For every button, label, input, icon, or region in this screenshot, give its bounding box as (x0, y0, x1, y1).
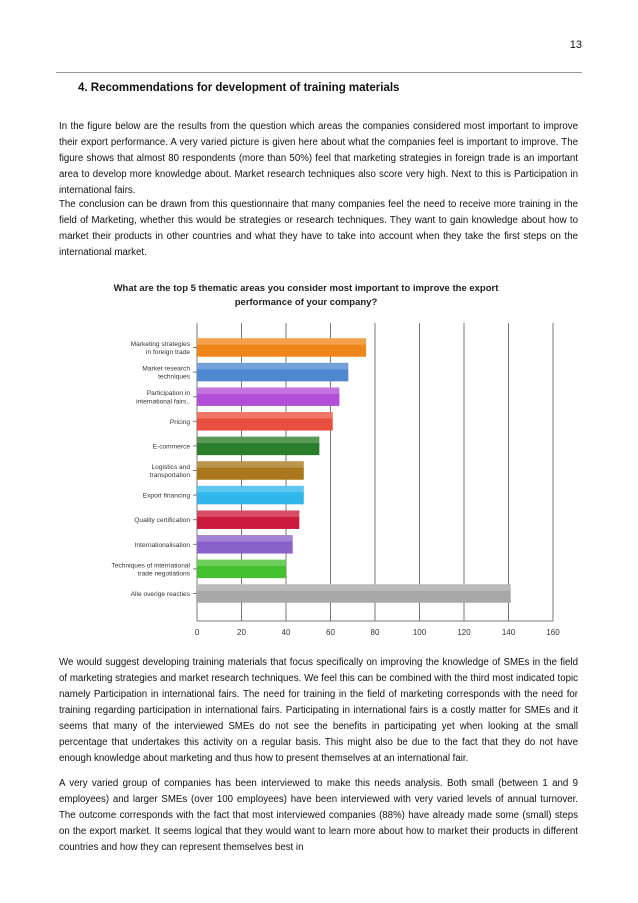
header-rule (56, 72, 582, 73)
bar-highlight (197, 461, 304, 467)
x-tick-label: 140 (501, 628, 516, 637)
category-label: Internationalisation (134, 541, 190, 549)
bar-highlight (197, 535, 293, 541)
paragraph-1: In the figure below are the results from the question which areas the companies considered most important to improve their export performance. A very varied picture is given here about what the companies feel is important to improve. The figure shows that almost 80 respondents (more than 50%) feel that marketing strategies in foreign trade is an important area to develop more knowledge about. Market research techniques also score very high. Next to this is Participation in international fairs. (59, 121, 578, 196)
category-label: Alle overige reacties (130, 591, 190, 598)
category-label: E-commerce (152, 443, 190, 451)
bar-highlight (197, 486, 304, 492)
bar-highlight (197, 363, 348, 369)
bar-highlight (197, 510, 299, 516)
category-label: techniques (158, 373, 190, 381)
bar-chart (86, 278, 566, 642)
x-tick-label: 0 (194, 628, 200, 637)
paragraph-2: The conclusion can be drawn from this questionnaire that many companies feel the need to receive more training in the field of Marketing, whether this would be strategies or research techniques. They want to gain knowledge about how to market their products in other countries and what they have to take into account when they take the first steps on the international market. (59, 199, 578, 258)
category-label: Logistics and (151, 463, 190, 471)
bar-highlight (197, 412, 333, 418)
bar-highlight (197, 387, 339, 393)
bar-highlight (197, 437, 319, 443)
chart-title-line: performance of your company? (234, 297, 378, 308)
x-tick-label: 160 (546, 628, 560, 637)
category-label: Quality certification (134, 517, 190, 525)
category-label: Market research (142, 365, 190, 373)
paragraph-3: We would suggest developing training materials that focus specifically on improving the knowledge of SMEs in the field of marketing strategies and market research techniques. We feel this can be combined with the third most indicated topic namely Participation in international fairs. The need for training in the field of marketing corresponds with the need for training regarding participation in international fairs. Participating in international fairs is a costly matter for SMEs and it seems that many of the interviewed SMEs do not see the benefits in participating yet when looking at the small percentage that undertakes this activity on a regular basis. This might also be due to the fact that they do not have enough knowledge about marketing and thus how to present themselves at an international fair. (59, 657, 578, 764)
x-tick-label: 20 (237, 628, 246, 637)
x-tick-label: 60 (326, 628, 335, 637)
category-label: international fairs.. (136, 398, 190, 406)
category-label: in foreign trade (146, 349, 190, 357)
section-heading: 4. Recommendations for development of training materials (78, 82, 400, 94)
bar-highlight (197, 584, 511, 590)
category-label: transportation (149, 472, 190, 480)
bar-highlight (197, 338, 366, 344)
category-label: Marketing strategies (130, 340, 190, 348)
paragraph-4: A very varied group of companies has been interviewed to make this needs analysis. Both small (between 1 and 9 employees) and larger SMEs (over 100 employees) have been interviewed with very varied levels of annual turnover. The outcome corresponds with the fact that most interviewed companies (88%) have already made some (small) steps on the export market. It seems logical that they would want to learn more about how to market their products in different countries and how they can represent themselves best in (59, 778, 578, 853)
x-tick-label: 80 (370, 628, 380, 637)
category-label: Export financing (142, 492, 190, 500)
x-tick-label: 120 (457, 628, 471, 637)
category-label: Pricing (169, 418, 190, 426)
x-tick-label: 40 (281, 628, 291, 637)
page-number: 13 (569, 39, 582, 51)
x-tick-label: 100 (412, 628, 427, 637)
category-label: Techniques of international (111, 562, 190, 570)
category-label: trade negotiations (137, 570, 190, 578)
category-label: Participation in (146, 390, 190, 398)
bar-highlight (197, 560, 286, 566)
chart-title-line: What are the top 5 thematic areas you consider most important to improve the export (113, 283, 499, 294)
